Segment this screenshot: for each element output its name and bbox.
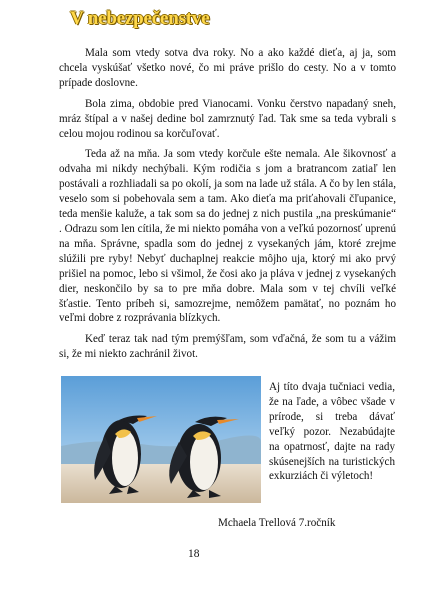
photo-caption: Aj títo dvaja tučniaci vedia, že na ľade, a vôbec všade v prírode, si treba dávať veľký pozor. Nezabúdajte na opatrnosť, dajte na rady skúsenejších na turistických exkurziách či výletoch! xyxy=(269,381,395,483)
penguins-photo xyxy=(61,376,261,503)
paragraph: Bola zima, obdobie pred Vianocami. Vonku čerstvo napadaný sneh, mráz štípal a v našej dedine bol zamrznutý ľad. Tak sme sa teda vybrali s celou mojou rodinou sa korčuľovať. xyxy=(59,97,396,140)
paragraph: Teda až na mňa. Ja som vtedy korčule ešte nemala. Ale šikovnosť a odvaha mi nikdy nechýbali. Kým rodičia s jom a bratrancom zatiaľ len postávali a rozhliadali sa po okolí, ja som na lade už stála. A čo by len stála, veselo som si pobehovala sem a tam. Ako dieťa ma priťahovali čľupanice, teda menšie kaluže, a tak som sa do jednej z nich pustila „na preskúmanie“ . Odrazu som len cítila, že mi niekto pomáha von a veľkú pozornosť uprenú na mňa. Správne, spadla som do jednej z vysekaných jám, ktoré zrejme slúžili pre ryby! Nebyť duchaplnej reakcie môjho uja, ktorý mi ako prvý prišiel na pomoc, lebo si všimol, že čosi ako ja pláva v jednej z vysekaných dier, neskončilo by sa to pre mňa dobre. Mala som v tej chvíli veľké šťastie. Tento príbeh si, samozrejme, nemôžem pamätať, no poznám ho veľmi dobre z rozprávania blízkych. xyxy=(59,148,396,325)
article-title: V nebezpečenstve xyxy=(70,8,210,29)
author-signature: Mchaela Trellová 7.ročník xyxy=(218,517,336,529)
article-body xyxy=(59,46,396,368)
page-number: 18 xyxy=(188,548,200,560)
paragraph: Mala som vtedy sotva dva roky. No a ako každé dieťa, aj ja, som chcela vyskúšať všetko nové, čo mi práve prišlo do cesty. No a v tomto prípade doslovne. xyxy=(59,47,396,89)
paragraph: Keď teraz tak nad tým premýšľam, som vďačná, že som tu a vážim si, že mi niekto zachránil život. xyxy=(59,333,396,361)
